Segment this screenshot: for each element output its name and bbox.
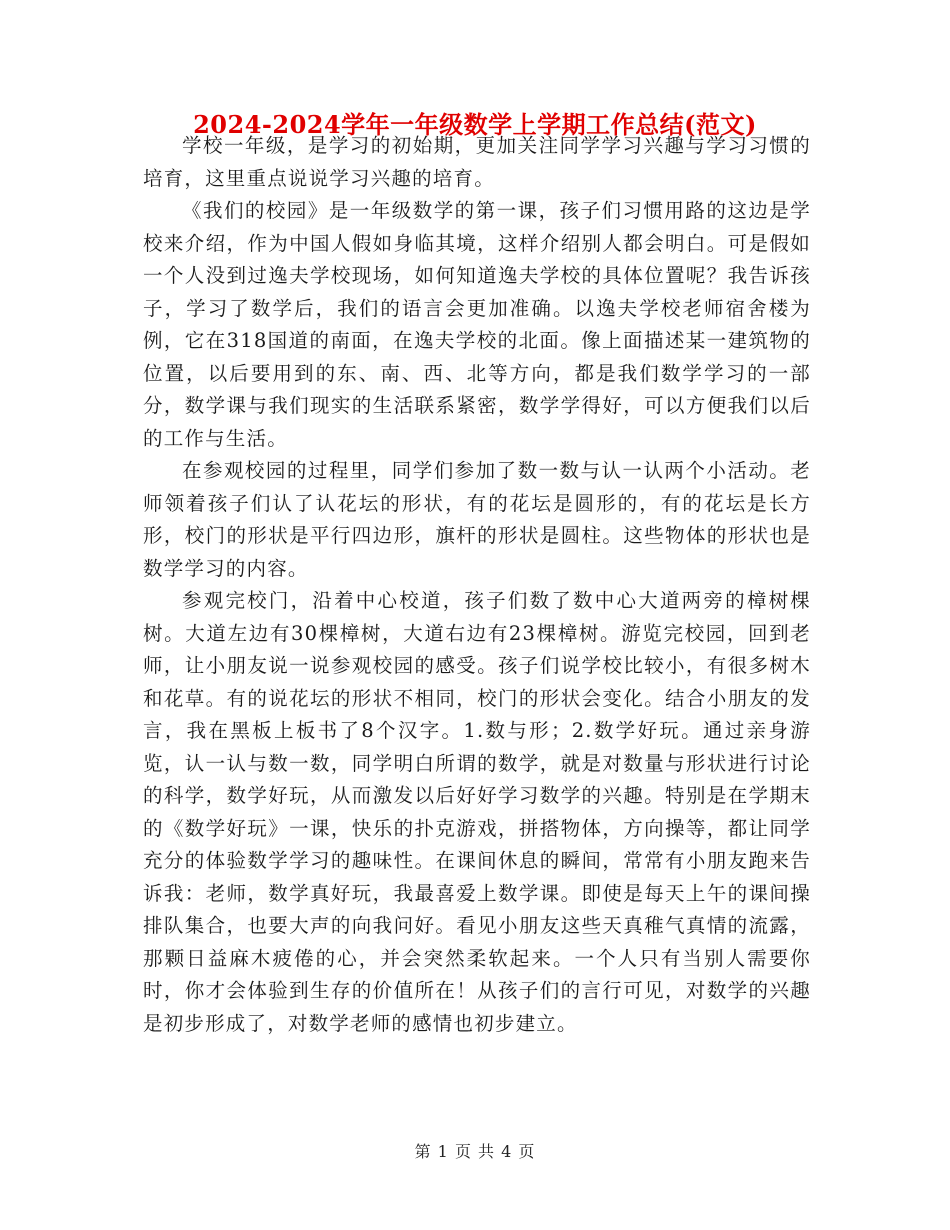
paragraph-4: 参观完校门，沿着中心校道，孩子们数了数中心大道两旁的樟树棵树。大道左边有30棵樟树，大道右边有23棵樟树。游览完校园，回到老师，让小朋友说一说参观校园的感受。孩子们说学校比较小，有很多树木和花草。有的说花坛的形状不相同，校门的形状会变化。结合小朋友的发言，我在黑板上板书了8个汉字。1.数与形；2.数学好玩。通过亲身游览，认一认与数一数，同学明白所谓的数学，就是对数量与形状进行讨论的科学，数学好玩，从而激发以后好好学习数学的兴趣。特别是在学期末的《数学好玩》一课，快乐的扑克游戏，拼搭物体，方向操等，都让同学充分的体验数学学习的趣味性。在课间休息的瞬间，常常有小朋友跑来告诉我：老师，数学真好玩，我最喜爱上数学课。即使是每天上午的课间操排队集合，也要大声的向我问好。看见小朋友这些天真稚气真情的流露，那颗日益麻木疲倦的心，并会突然柔软起来。一个人只有当别人需要你时，你才会体验到生存的价值所在！从孩子们的言行可见，对数学的兴趣是初步形成了，对数学老师的感情也初步建立。 [143, 589, 811, 1035]
paragraph-2: 《我们的校园》是一年级数学的第一课，孩子们习惯用路的这边是学校来介绍，作为中国人假如身临其境，这样介绍别人都会明白。可是假如一个人没到过逸夫学校现场，如何知道逸夫学校的具体位置呢？我告诉孩子，学习了数学后，我们的语言会更加准确。以逸夫学校老师宿舍楼为例，它在318国道的南面，在逸夫学校的北面。像上面描述某一建筑物的位置，以后要用到的东、南、西、北等方向，都是我们数学学习的一部分，数学课与我们现实的生活联系紧密，数学学得好，可以方便我们以后的工作与生活。 [143, 199, 811, 450]
paragraph-1: 学校一年级，是学习的初始期，更加关注同学学习兴趣与学习习惯的培育，这里重点说说学习兴趣的培育。 [143, 134, 811, 190]
paragraph-3: 在参观校园的过程里，同学们参加了数一数与认一认两个小活动。老师领着孩子们认了认花坛的形状，有的花坛是圆形的，有的花坛是长方形，校门的形状是平行四边形，旗杆的形状是圆柱。这些物体的形状也是数学学习的内容。 [143, 459, 811, 580]
page-footer: 第 1 页 共 4 页 [414, 1142, 536, 1161]
document-title: 2024-2024学年一年级数学上学期工作总结(范文) [193, 110, 757, 139]
document-body [143, 130, 811, 1040]
